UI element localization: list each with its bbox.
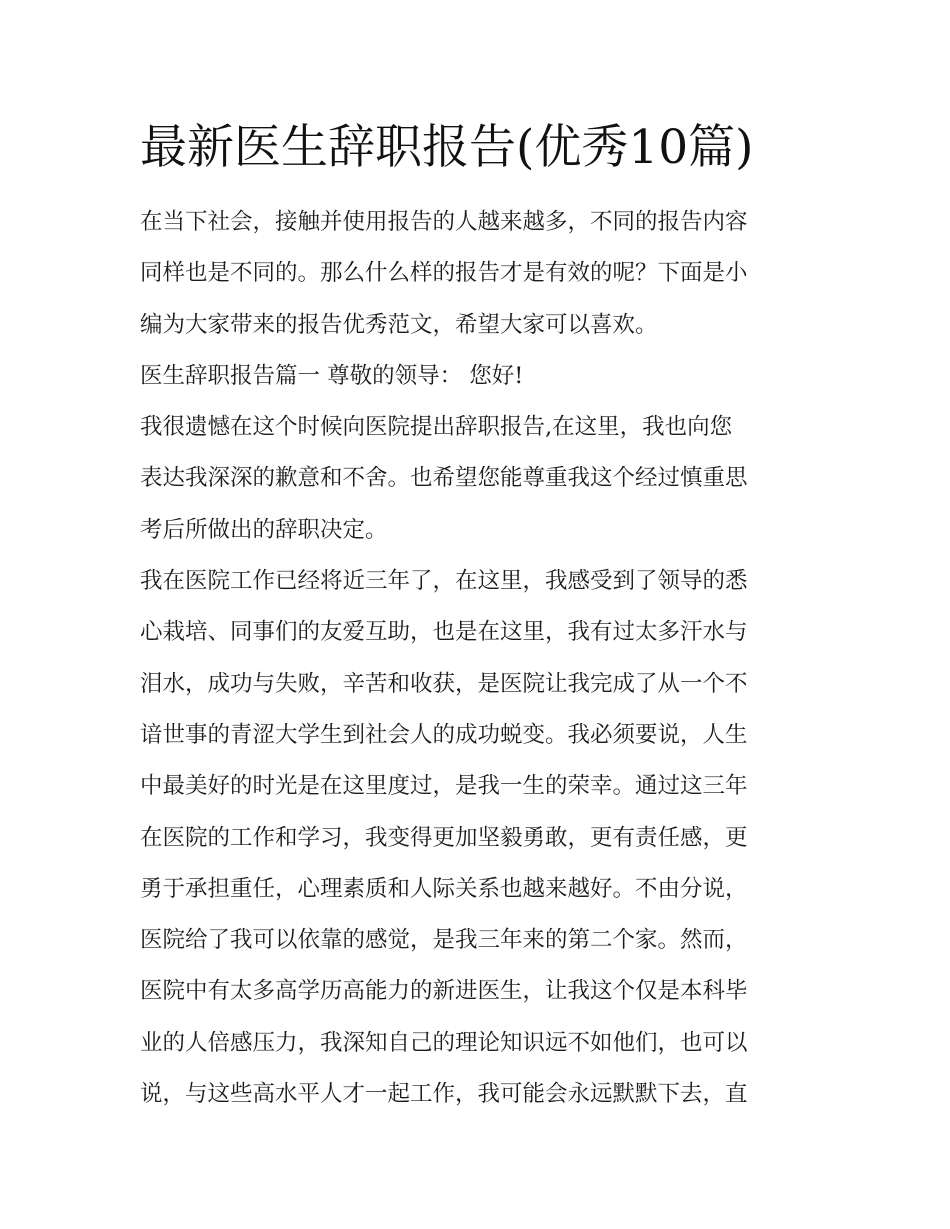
text-line: 泪水，成功与失败，辛苦和收获，是医院让我完成了从一个不: [140, 670, 748, 697]
section-heading-line: 医生辞职报告篇一 尊敬的领导： 您好!: [140, 362, 524, 389]
text-line: 表达我深深的歉意和不舍。也希望您能尊重我这个经过慎重思: [140, 465, 748, 492]
text-line: 我在医院工作已经将近三年了，在这里，我感受到了领导的悉: [140, 568, 748, 595]
text-line: 在当下社会，接触并使用报告的人越来越多，不同的报告内容: [140, 209, 748, 235]
text-line: 编为大家带来的报告优秀范文，希望大家可以喜欢。: [140, 311, 658, 338]
document-body: [140, 200, 812, 1123]
text-line: 中最美好的时光是在这里度过，是我一生的荣幸。通过这三年: [140, 773, 748, 800]
text-line: 心栽培、同事们的友爱互助，也是在这里，我有过太多汗水与: [140, 619, 748, 646]
text-line: 我很遗憾在这个时候向医院提出辞职报告,在这里，我也向您: [140, 414, 733, 441]
text-line: 医院中有太多高学历高能力的新进医生，让我这个仅是本科毕: [140, 978, 748, 1005]
text-line: 考后所做出的辞职决定。: [140, 516, 388, 543]
text-line: 医院给了我可以依靠的感觉，是我三年来的第二个家。然而，: [140, 927, 748, 954]
text-line: 勇于承担重任，心理素质和人际关系也越来越好。不由分说，: [140, 875, 748, 902]
text-line: 业的人倍感压力，我深知自己的理论知识远不如他们，也可以: [140, 1029, 748, 1056]
text-line: 同样也是不同的。那么什么样的报告才是有效的呢？下面是小: [140, 260, 748, 287]
document-title: 最新医生辞职报告(优秀10篇): [140, 120, 754, 175]
text-line: 谙世事的青涩大学生到社会人的成功蜕变。我必须要说，人生: [140, 721, 748, 748]
text-line: 在医院的工作和学习，我变得更加坚毅勇敢，更有责任感，更: [140, 824, 748, 851]
text-line: 说，与这些高水平人才一起工作，我可能会永远默默下去，直: [140, 1081, 748, 1108]
